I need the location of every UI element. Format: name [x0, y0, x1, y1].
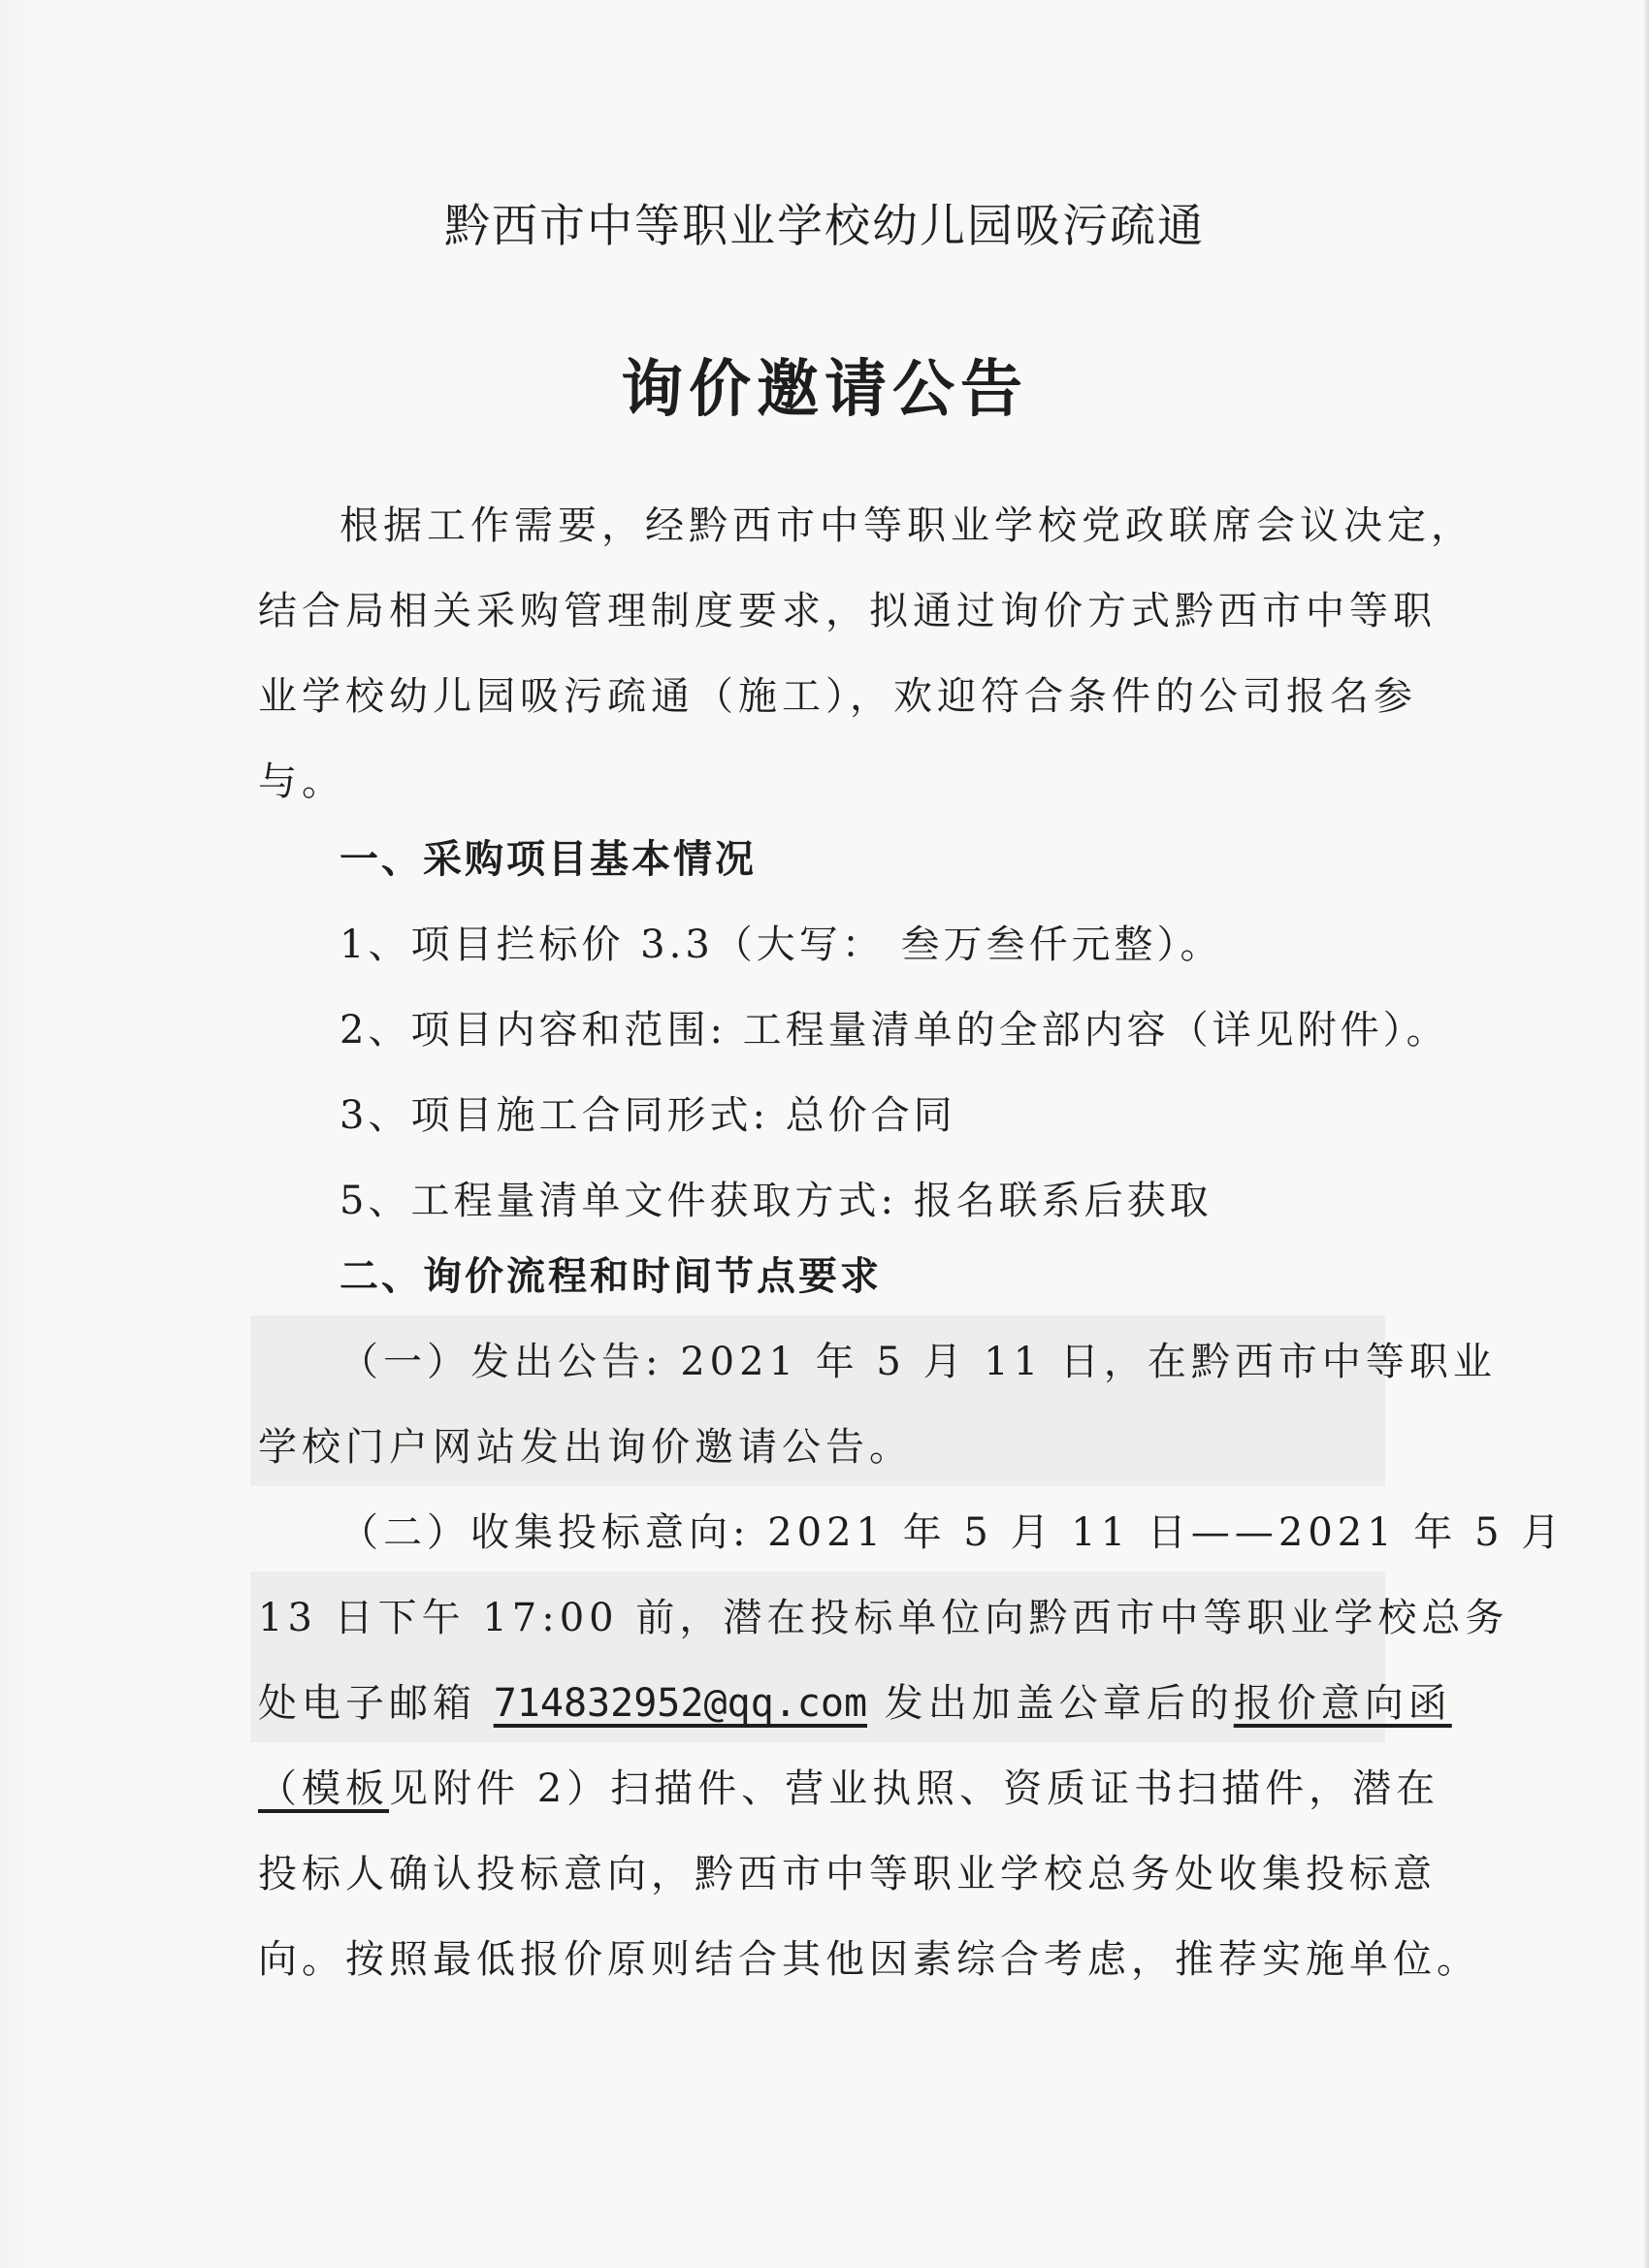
- section2-p2-line-3: [258, 1661, 1452, 1746]
- attachment-text: 见附件 2）扫描件、营业执照、资质证书扫描件，潜在: [389, 1766, 1440, 1811]
- section1-item-3: 3、项目施工合同形式: 总价合同: [340, 1093, 956, 1138]
- template-text: （模板: [258, 1766, 389, 1811]
- section1-item-2: 2、项目内容和范围: 工程量清单的全部内容（详见附件）。: [340, 1008, 1449, 1053]
- section2-p2-line-6: 向。按照最低报价原则结合其他因素综合考虑，推荐实施单位。: [258, 1937, 1480, 1982]
- document-title-line1: 黔西市中等职业学校幼儿园吸污疏通: [444, 200, 1205, 253]
- section2-p1-line-2: 学校门户网站发出询价邀请公告。: [258, 1425, 913, 1470]
- section1-item-5: 5、工程量清单文件获取方式: 报名联系后获取: [340, 1179, 1212, 1223]
- intro-line-2: 结合局相关采购管理制度要求，拟通过询价方式黔西市中等职: [258, 589, 1437, 633]
- intro-line-4: 与。: [258, 760, 345, 804]
- section1-heading: 一、采购项目基本情况: [340, 837, 757, 882]
- section2-p2-line-4: [258, 1746, 1440, 1831]
- email-address: 714832952@qq.com: [493, 1681, 868, 1726]
- document-title-line2: 询价邀请公告: [621, 353, 1028, 426]
- email-prefix-text: 处电子邮箱: [258, 1681, 494, 1726]
- section1-item-1: 1、项目拦标价 3.3（大写： 叁万叁仟元整）。: [340, 923, 1223, 967]
- intro-line-1: 根据工作需要，经黔西市中等职业学校党政联席会议决定，: [340, 503, 1474, 548]
- section2-p2-line-1: （二）收集投标意向: 2021 年 5 月 11 日——2021 年 5 月: [340, 1510, 1566, 1555]
- section2-p2-line-2: 13 日下午 17:00 前，潜在投标单位向黔西市中等职业学校总务: [258, 1596, 1509, 1640]
- email-suffix-text: 发出加盖公章后的: [867, 1681, 1234, 1726]
- section2-heading: 二、询价流程和时间节点要求: [340, 1254, 882, 1299]
- intro-line-3: 业学校幼儿园吸污疏通（施工），欢迎符合条件的公司报名参: [258, 674, 1417, 719]
- quote-intent-letter-text: 报价意向函: [1233, 1681, 1452, 1726]
- section2-p2-line-5: 投标人确认投标意向，黔西市中等职业学校总务处收集投标意: [258, 1852, 1437, 1896]
- section2-p1-line-1: （一）发出公告: 2021 年 5 月 11 日，在黔西市中等职业: [340, 1340, 1497, 1384]
